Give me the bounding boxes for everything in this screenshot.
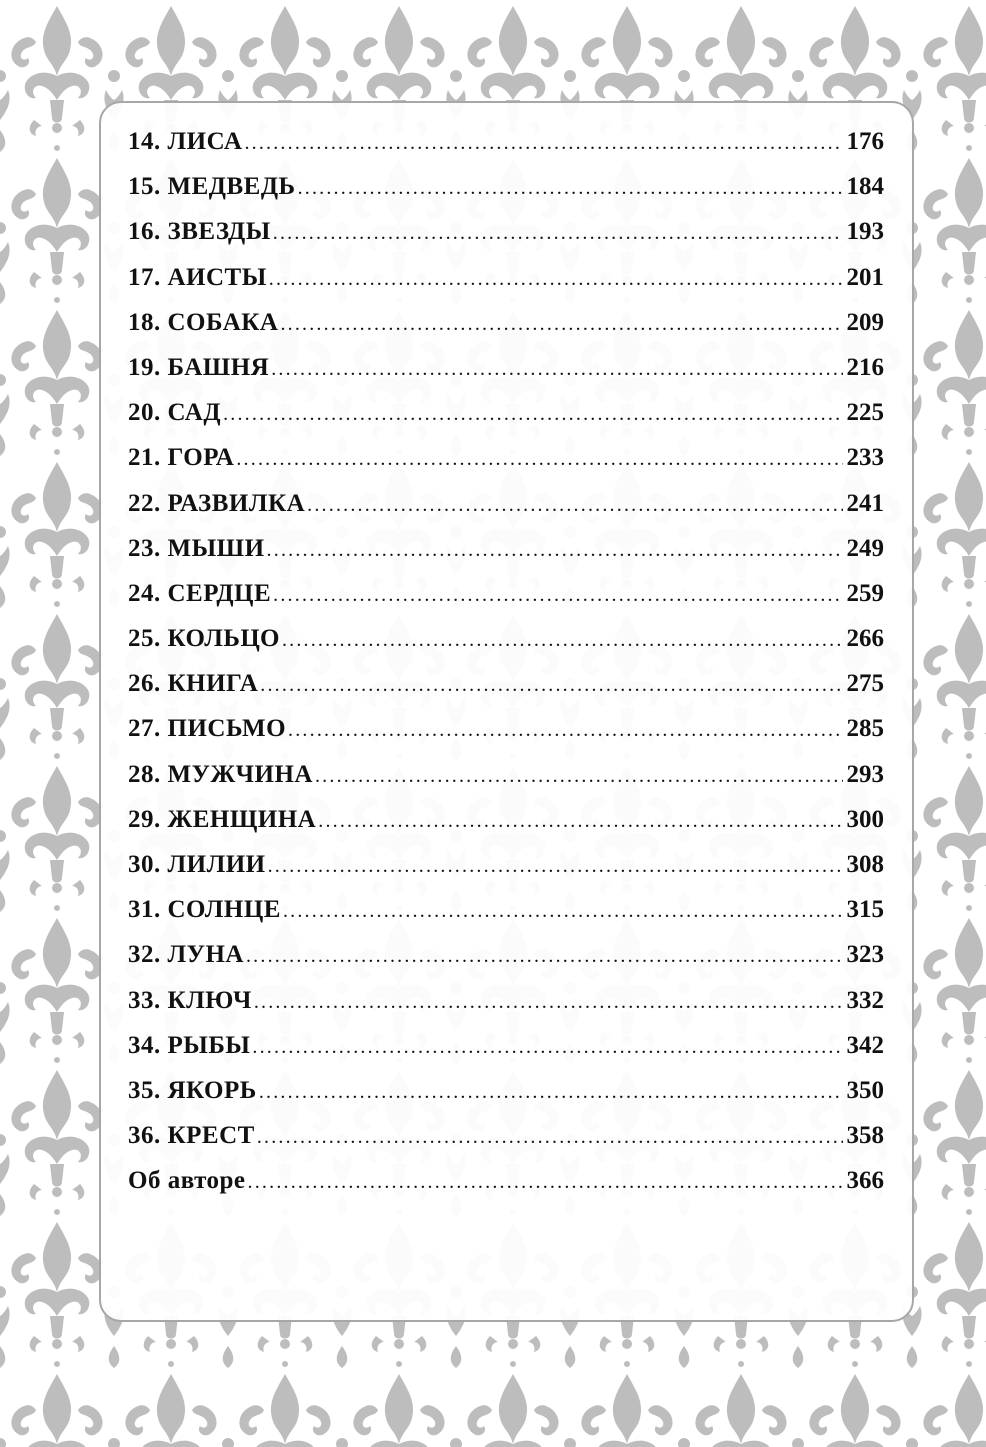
- toc-entry-page-number: 315: [846, 896, 884, 924]
- toc-entry[interactable]: [128, 847, 884, 892]
- toc-entry-page-number: 225: [846, 399, 884, 427]
- toc-entry-page-number: 184: [846, 173, 884, 201]
- toc-entry[interactable]: [128, 576, 884, 621]
- toc-entry[interactable]: [128, 1118, 884, 1163]
- toc-entry-page-number: 216: [846, 353, 884, 381]
- toc-entry-page-number: 323: [846, 941, 884, 969]
- toc-entry[interactable]: [128, 711, 884, 756]
- toc-entry-title: 32. ЛУНА: [128, 941, 244, 969]
- toc-entry[interactable]: [128, 1073, 884, 1118]
- toc-entry-page-number: 241: [846, 489, 884, 517]
- toc-entry-page-number: 350: [846, 1076, 884, 1104]
- dot-leader: [273, 215, 843, 251]
- dot-leader: [307, 487, 842, 523]
- toc-entry-title: 21. ГОРА: [128, 444, 235, 472]
- toc-entry-title: Об авторе: [128, 1167, 246, 1195]
- toc-entry-title: 25. КОЛЬЦО: [128, 625, 280, 653]
- toc-entry-title: 28. МУЖЧИНА: [128, 760, 313, 788]
- toc-entry-title: 29. ЖЕНЩИНА: [128, 805, 317, 833]
- toc-entry-title: 24. СЕРДЦЕ: [128, 579, 272, 607]
- toc-entry[interactable]: [128, 757, 884, 802]
- dot-leader: [259, 1074, 843, 1110]
- toc-entry[interactable]: [128, 260, 884, 305]
- toc-entry[interactable]: [128, 1028, 884, 1073]
- toc-entry-title: 23. МЫШИ: [128, 534, 265, 562]
- dot-leader: [248, 1164, 843, 1200]
- dot-leader: [267, 532, 843, 568]
- toc-entry[interactable]: [128, 440, 884, 485]
- toc-entry-page-number: 275: [846, 670, 884, 698]
- toc-entry-page-number: 193: [846, 218, 884, 246]
- table-of-contents: [128, 124, 884, 1209]
- toc-entry-page-number: 209: [846, 308, 884, 336]
- toc-entry-title: 31. СОЛНЦЕ: [128, 896, 281, 924]
- toc-entry-title: 36. КРЕСТ: [128, 1122, 255, 1150]
- dot-leader: [236, 441, 842, 477]
- toc-entry[interactable]: [128, 892, 884, 937]
- dot-leader: [223, 396, 842, 432]
- toc-entry[interactable]: [128, 350, 884, 395]
- toc-entry-title: 17. АИСТЫ: [128, 263, 267, 291]
- toc-entry[interactable]: [128, 395, 884, 440]
- dot-leader: [315, 758, 843, 794]
- toc-entry-page-number: 308: [846, 851, 884, 878]
- toc-entry-page-number: 358: [846, 1122, 884, 1150]
- dot-leader: [254, 984, 843, 1020]
- dot-leader: [282, 622, 843, 658]
- dot-leader: [246, 938, 843, 974]
- toc-entry-page-number: 249: [846, 534, 884, 562]
- toc-entry-title: 14. ЛИСА: [128, 128, 243, 155]
- toc-entry-title: 30. ЛИЛИИ: [128, 851, 266, 878]
- toc-entry[interactable]: [128, 169, 884, 214]
- dot-leader: [283, 893, 843, 929]
- toc-entry-page-number: 259: [846, 579, 884, 607]
- toc-entry[interactable]: [128, 214, 884, 259]
- dot-leader: [271, 351, 842, 387]
- dot-leader: [268, 848, 843, 884]
- dot-leader: [269, 261, 843, 297]
- toc-entry-page-number: 300: [846, 805, 884, 833]
- toc-entry-title: 33. КЛЮЧ: [128, 986, 252, 1014]
- toc-entry[interactable]: [128, 802, 884, 847]
- toc-entry[interactable]: [128, 666, 884, 711]
- toc-entry[interactable]: [128, 486, 884, 531]
- toc-entry-title: 16. ЗВЕЗДЫ: [128, 218, 271, 246]
- dot-leader: [280, 306, 842, 342]
- toc-entry-title: 18. СОБАКА: [128, 308, 279, 336]
- toc-entry-page-number: 201: [846, 263, 884, 291]
- dot-leader: [288, 712, 842, 748]
- toc-entry-page-number: 285: [846, 715, 884, 743]
- toc-entry-title: 34. РЫБЫ: [128, 1031, 251, 1059]
- toc-entry-title: 19. БАШНЯ: [128, 353, 270, 381]
- toc-entry[interactable]: [128, 1163, 884, 1208]
- toc-entry-title: 27. ПИСЬМО: [128, 715, 287, 743]
- toc-entry-title: 22. РАЗВИЛКА: [128, 489, 306, 517]
- dot-leader: [298, 170, 843, 206]
- toc-entry-page-number: 293: [846, 760, 884, 788]
- toc-entry[interactable]: [128, 531, 884, 576]
- dot-leader: [260, 667, 842, 703]
- toc-entry-title: 26. КНИГА: [128, 670, 259, 698]
- dot-leader: [273, 577, 842, 613]
- dot-leader: [252, 1029, 842, 1065]
- toc-entry-page-number: 233: [846, 444, 884, 472]
- toc-entry-title: 15. МЕДВЕДЬ: [128, 173, 296, 201]
- dot-leader: [318, 803, 842, 839]
- toc-entry-page-number: 342: [846, 1031, 884, 1059]
- toc-entry[interactable]: [128, 983, 884, 1028]
- toc-entry-page-number: 366: [846, 1167, 884, 1195]
- toc-entry[interactable]: [128, 621, 884, 666]
- toc-entry[interactable]: [128, 124, 884, 169]
- toc-entry-title: 20. САД: [128, 399, 222, 427]
- dot-leader: [244, 125, 842, 161]
- toc-entry[interactable]: [128, 937, 884, 982]
- toc-entry-page-number: 332: [846, 986, 884, 1014]
- toc-entry-page-number: 266: [846, 625, 884, 653]
- dot-leader: [257, 1119, 843, 1155]
- toc-entry-page-number: 176: [846, 128, 884, 155]
- toc-entry[interactable]: [128, 305, 884, 350]
- toc-entry-title: 35. ЯКОРЬ: [128, 1076, 257, 1104]
